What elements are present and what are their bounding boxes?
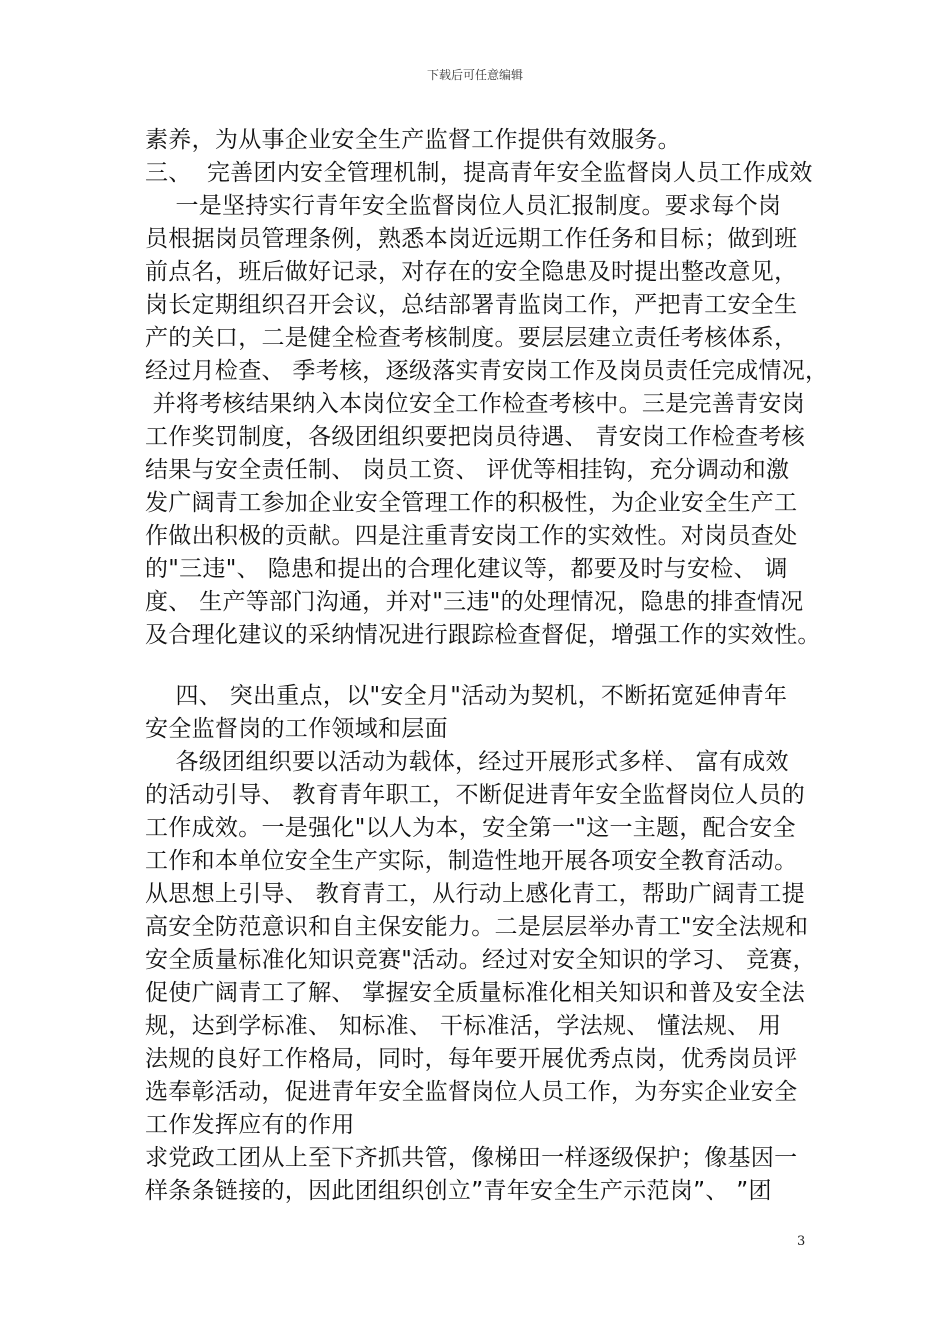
text-line: 工作成效。一是强化"以人为本，安全第一"这一主题，配合安全 bbox=[145, 815, 796, 841]
text-line: 素养，为从事企业安全生产监督工作提供有效服务。 bbox=[145, 127, 681, 153]
text-line bbox=[145, 652, 825, 680]
document-body bbox=[145, 124, 829, 1208]
text-line: 的"三违"、 隐患和提出的合理化建议等，都要及时与安检、 调 bbox=[145, 556, 788, 582]
text-line: 工作奖罚制度，各级团组织要把岗员待遇、 青安岗工作检查考核 bbox=[145, 424, 806, 450]
text-line: 并将考核结果纳入本岗位安全工作检查考核中。三是完善青安岗 bbox=[145, 391, 806, 417]
text-line: 从思想上引导、 教育青工，从行动上感化青工，帮助广阔青工提 bbox=[145, 881, 806, 907]
text-line: 求党政工团从上至下齐抓共管，像梯田一样逐级保护；像基因一 bbox=[145, 1145, 798, 1171]
text-line: 安全监督岗的工作领域和层面 bbox=[145, 716, 448, 742]
text-line: 样条条链接的，因此团组织创立”青年安全生产示范岗”、 ”团 bbox=[145, 1178, 772, 1204]
text-line: 促使广阔青工了解、 掌握安全质量标准化相关知识和普及安全法 bbox=[145, 980, 806, 1006]
text-line: 发广阔青工参加企业安全管理工作的积极性，为企业安全生产工 bbox=[145, 490, 798, 516]
page-header: 下载后可任意编辑 bbox=[426, 68, 523, 82]
text-line: 规，达到学标准、 知标准、 干标准活，学法规、 懂法规、 用 bbox=[145, 1013, 782, 1039]
text-line: 度、 生产等部门沟通，并对"三违"的处理情况，隐患的排查情况 bbox=[145, 589, 804, 615]
text-line: 三、 完善团内安全管理机制，提高青年安全监督岗人员工作成效 bbox=[145, 160, 813, 186]
text-line: 选奉彰活动，促进青年安全监督岗位人员工作，为夯实企业安全 bbox=[145, 1079, 798, 1105]
text-line: 工作发挥应有的作用 bbox=[145, 1112, 355, 1138]
text-line: 一是坚持实行青年安全监督岗位人员汇报制度。要求每个岗 bbox=[145, 193, 782, 219]
page-number: 3 bbox=[797, 1234, 806, 1249]
text-line: 结果与安全责任制、 岗员工资、 评优等相挂钩，充分调动和激 bbox=[145, 457, 790, 483]
text-line: 四、 突出重点，以"安全月"活动为契机，不断拓宽延伸青年 bbox=[145, 683, 788, 709]
text-line: 及合理化建议的采纳情况进行跟踪检查督促，增强工作的实效性。 bbox=[145, 622, 821, 648]
text-line: 高安全防范意识和自主保安能力。二是层层举办青工"安全法规和 bbox=[145, 914, 809, 940]
text-line: 员根据岗员管理条例，熟悉本岗近远期工作任务和目标；做到班 bbox=[145, 226, 798, 252]
text-line: 各级团组织要以活动为载体，经过开展形式多样、 富有成效 bbox=[145, 749, 789, 775]
text-line: 前点名，班后做好记录，对存在的安全隐患及时提出整改意见， bbox=[145, 259, 798, 285]
text-line: 岗长定期组织召开会议，总结部署青监岗工作，严把青工安全生 bbox=[145, 292, 798, 318]
text-line: 安全质量标准化知识竞赛"活动。经过对安全知识的学习、 竞赛， bbox=[145, 947, 816, 973]
text-line: 工作和本单位安全生产实际，制造性地开展各项安全教育活动。 bbox=[145, 848, 798, 874]
text-line: 法规的良好工作格局，同时，每年要开展优秀点岗，优秀岗员评 bbox=[145, 1046, 798, 1072]
text-line: 作做出积极的贡献。四是注重青安岗工作的实效性。对岗员查处 bbox=[145, 523, 798, 549]
text-line: 经过月检查、 季考核，逐级落实青安岗工作及岗员责任完成情况， bbox=[145, 358, 829, 384]
text-line: 的活动引导、 教育青年职工，不断促进青年安全监督岗位人员的 bbox=[145, 782, 806, 808]
text-line: 产的关口，二是健全检查考核制度。要层层建立责任考核体系， bbox=[145, 325, 798, 351]
